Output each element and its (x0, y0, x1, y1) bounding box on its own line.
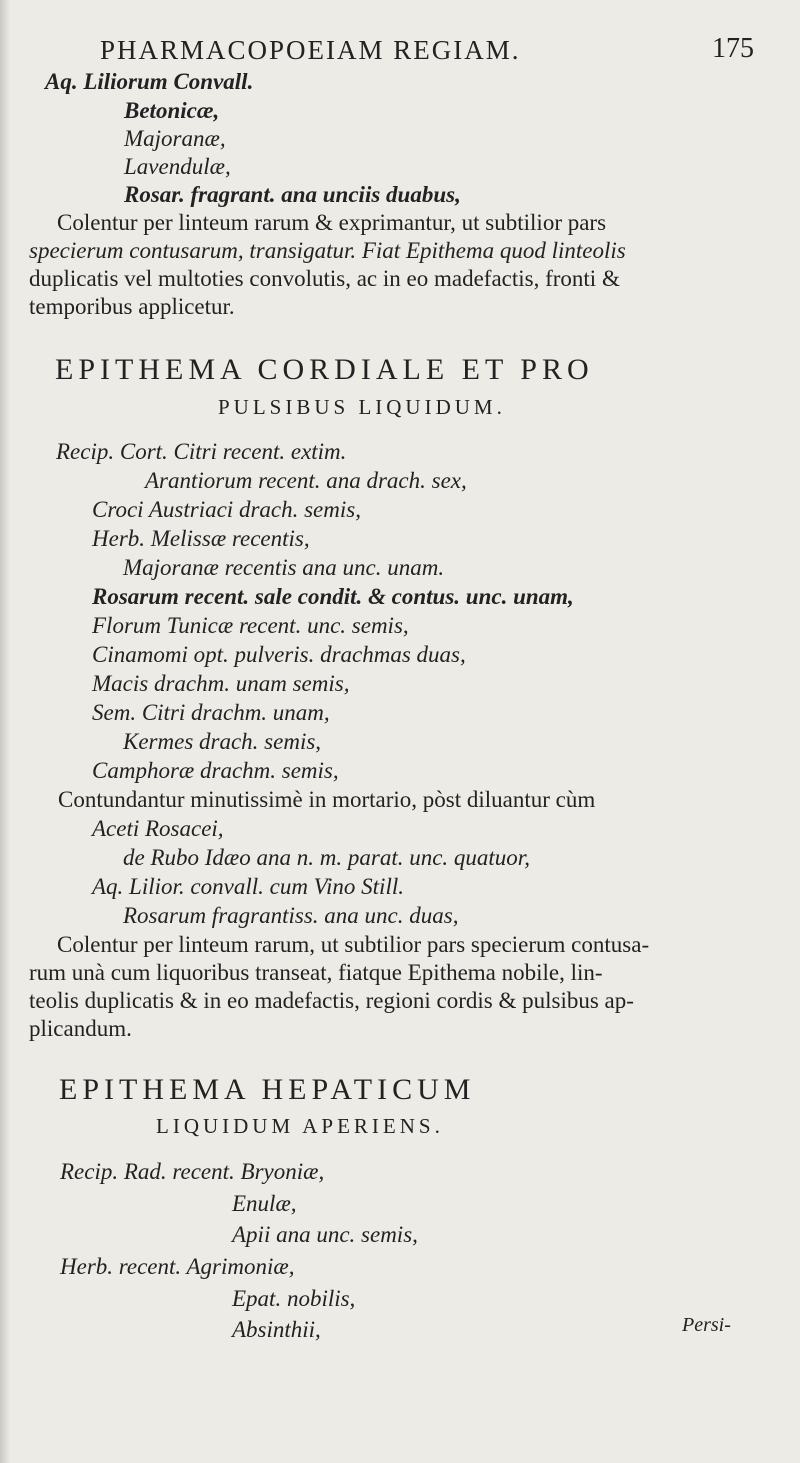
recipe-line: Camphoræ drachm. semis, (92, 758, 339, 783)
recipe-line: Aceti Rosacei, (92, 816, 224, 841)
recipe-line: Betonicæ, (124, 98, 220, 123)
recipe-line: Enulæ, (232, 1191, 297, 1216)
page-number: 175 (712, 33, 754, 64)
recipe-line: Arantiorum recent. ana drach. sex, (145, 468, 467, 493)
recipe-line: Rosarum recent. sale condit. & contus. unc. unam, (92, 584, 574, 609)
body-text-line: Colentur per linteum rarum & exprimantur, ut subtilior pars (57, 210, 607, 235)
recipe-line: Majoranæ, (124, 126, 226, 151)
recipe-line: Florum Tunicæ recent. unc. semis, (92, 613, 409, 638)
recipe-line: Recip. Rad. recent. Bryoniæ, (60, 1159, 325, 1184)
recipe-line: Herb. Melissæ recentis, (92, 526, 310, 551)
recipe-line: Sem. Citri drachm. unam, (92, 700, 330, 725)
recipe-line: Cinamomi opt. pulveris. drachmas duas, (92, 642, 466, 667)
recipe-line: de Rubo Idæo ana n. m. parat. unc. quatuor, (123, 845, 530, 870)
recipe-line: Croci Austriaci drach. semis, (92, 497, 361, 522)
body-text-line: plicandum. (29, 1016, 132, 1041)
recipe-line: Kermes drach. semis, (123, 729, 322, 754)
section-subheading: LIQUIDUM APERIENS. (156, 1114, 444, 1138)
section-subheading: PULSIBUS LIQUIDUM. (218, 395, 506, 419)
running-head: PHARMACOPOEIAM REGIAM. (100, 35, 521, 65)
recipe-line: Macis drachm. unam semis, (92, 671, 350, 696)
recipe-line: Majoranæ recentis ana unc. unam. (123, 555, 445, 580)
catchword: Persi- (682, 1314, 731, 1336)
body-text-line: temporibus applicetur. (29, 294, 235, 319)
page-gutter (0, 0, 10, 1463)
body-text-line: rum unà cum liquoribus transeat, fiatque Epithema nobile, lin- (29, 960, 603, 985)
body-text-line: specierum contusarum, transigatur. Fiat Epithema quod linteolis (29, 238, 626, 263)
body-text-line: duplicatis vel multoties convolutis, ac in eo madefactis, fronti & (29, 266, 620, 291)
recipe-line: Absinthii, (232, 1317, 321, 1342)
body-text-line: Colentur per linteum rarum, ut subtilior pars specierum contusa- (57, 932, 650, 957)
body-text-line: teolis duplicatis & in eo madefactis, regioni cordis & pulsibus ap- (29, 988, 634, 1013)
recipe-line: Lavendulæ, (124, 154, 231, 179)
section-heading: EPITHEMA CORDIALE ET PRO (55, 353, 594, 386)
recipe-line: Aq. Lilior. convall. cum Vino Still. (92, 874, 404, 899)
recipe-line: Herb. recent. Agrimoniæ, (60, 1254, 295, 1279)
recipe-line: Epat. nobilis, (232, 1286, 356, 1311)
section-heading: EPITHEMA HEPATICUM (59, 1073, 476, 1106)
recipe-line: Recip. Cort. Citri recent. extim. (56, 439, 347, 464)
recipe-line: Aq. Liliorum Convall. (45, 69, 254, 94)
recipe-line: Rosar. fragrant. ana unciis duabus, (124, 182, 461, 207)
recipe-line: Apii ana unc. semis, (232, 1222, 418, 1247)
recipe-line: Rosarum fragrantiss. ana unc. duas, (123, 903, 459, 928)
body-text-line: Contundantur minutissimè in mortario, pòst diluantur cùm (58, 787, 596, 812)
